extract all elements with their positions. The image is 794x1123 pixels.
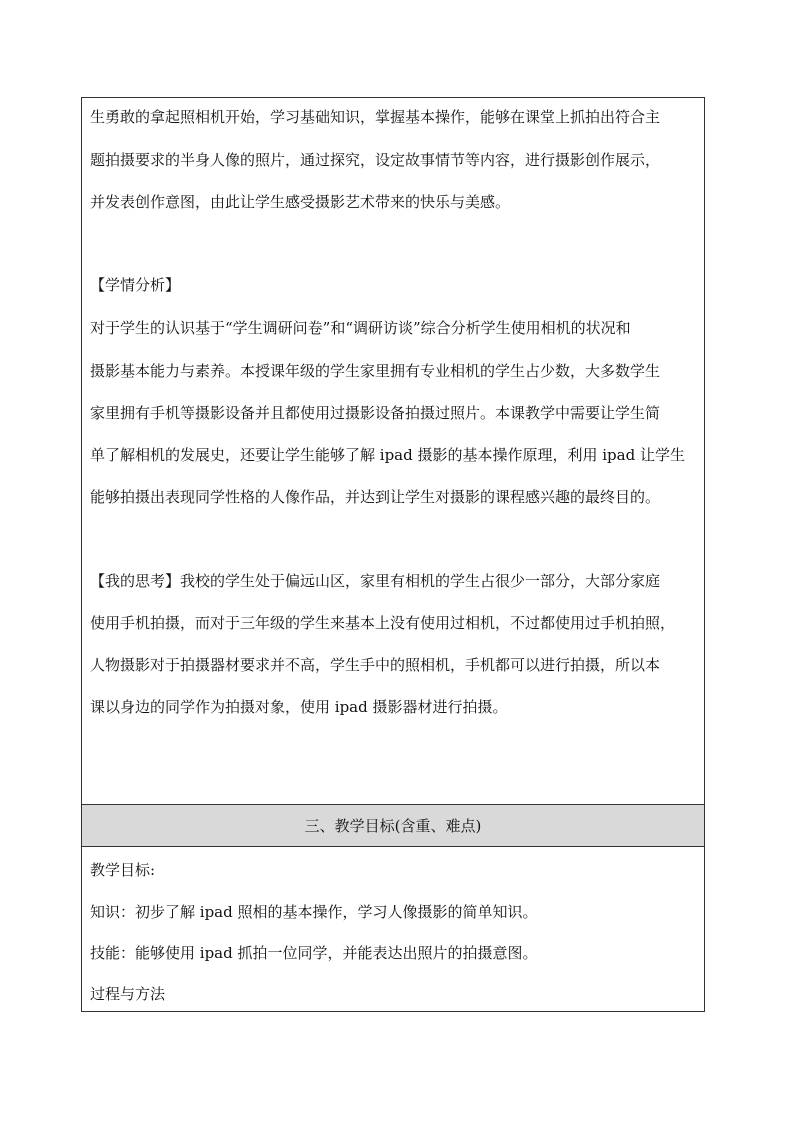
analysis-line-1: 对于学生的认识基于“学生调研问卷”和“调研访谈”综合分析学生使用相机的状况和 <box>90 319 631 337</box>
goals-knowledge: 知识：初步了解 ipad 照相的基本操作，学习人像摄影的简单知识。 <box>90 903 538 921</box>
analysis-line-5: 能够拍摄出表现同学性格的人像作品，并达到让学生对摄影的课程感兴趣的最终目的。 <box>90 488 661 506</box>
analysis-line-2: 摄影基本能力与素养。本授课年级的学生家里拥有专业相机的学生占少数，大多数学生 <box>90 362 661 380</box>
section-header: 三、教学目标(含重、难点) <box>82 805 704 847</box>
analysis-heading: 【学情分析】 <box>90 276 181 294</box>
intro-line-2: 题拍摄要求的半身人像的照片，通过探究，设定故事情节等内容，进行摄影创作展示， <box>90 151 661 169</box>
thinking-line-2: 使用手机拍摄，而对于三年级的学生来基本上没有使用过相机，不过都使用过手机拍照， <box>90 614 676 632</box>
goals-process: 过程与方法 <box>90 985 166 1003</box>
analysis-line-3: 家里拥有手机等摄影设备并且都使用过摄影设备拍摄过照片。本课教学中需要让学生简 <box>90 404 661 422</box>
thinking-line-4: 课以身边的同学作为拍摄对象，使用 ipad 摄影器材进行拍摄。 <box>90 698 508 716</box>
intro-line-1: 生勇敢的拿起照相机开始，学习基础知识，掌握基本操作，能够在课堂上抓拍出符合主 <box>90 108 661 126</box>
analysis-cell <box>82 98 704 805</box>
thinking-line-1: 【我的思考】我校的学生处于偏远山区，家里有相机的学生占很少一部分，大部分家庭 <box>90 572 661 590</box>
goals-title: 教学目标: <box>90 861 156 879</box>
goals-skill: 技能：能够使用 ipad 抓拍一位同学，并能表达出照片的拍摄意图。 <box>90 944 538 962</box>
analysis-line-4: 单了解相机的发展史，还要让学生能够了解 ipad 摄影的基本操作原理，利用 ipad 让学生 <box>90 446 685 464</box>
goals-cell <box>82 847 704 1011</box>
intro-line-3: 并发表创作意图，由此让学生感受摄影艺术带来的快乐与美感。 <box>90 193 511 211</box>
lesson-plan-table <box>81 97 705 1012</box>
thinking-line-3: 人物摄影对于拍摄器材要求并不高，学生手中的照相机，手机都可以进行拍摄，所以本 <box>90 656 661 674</box>
